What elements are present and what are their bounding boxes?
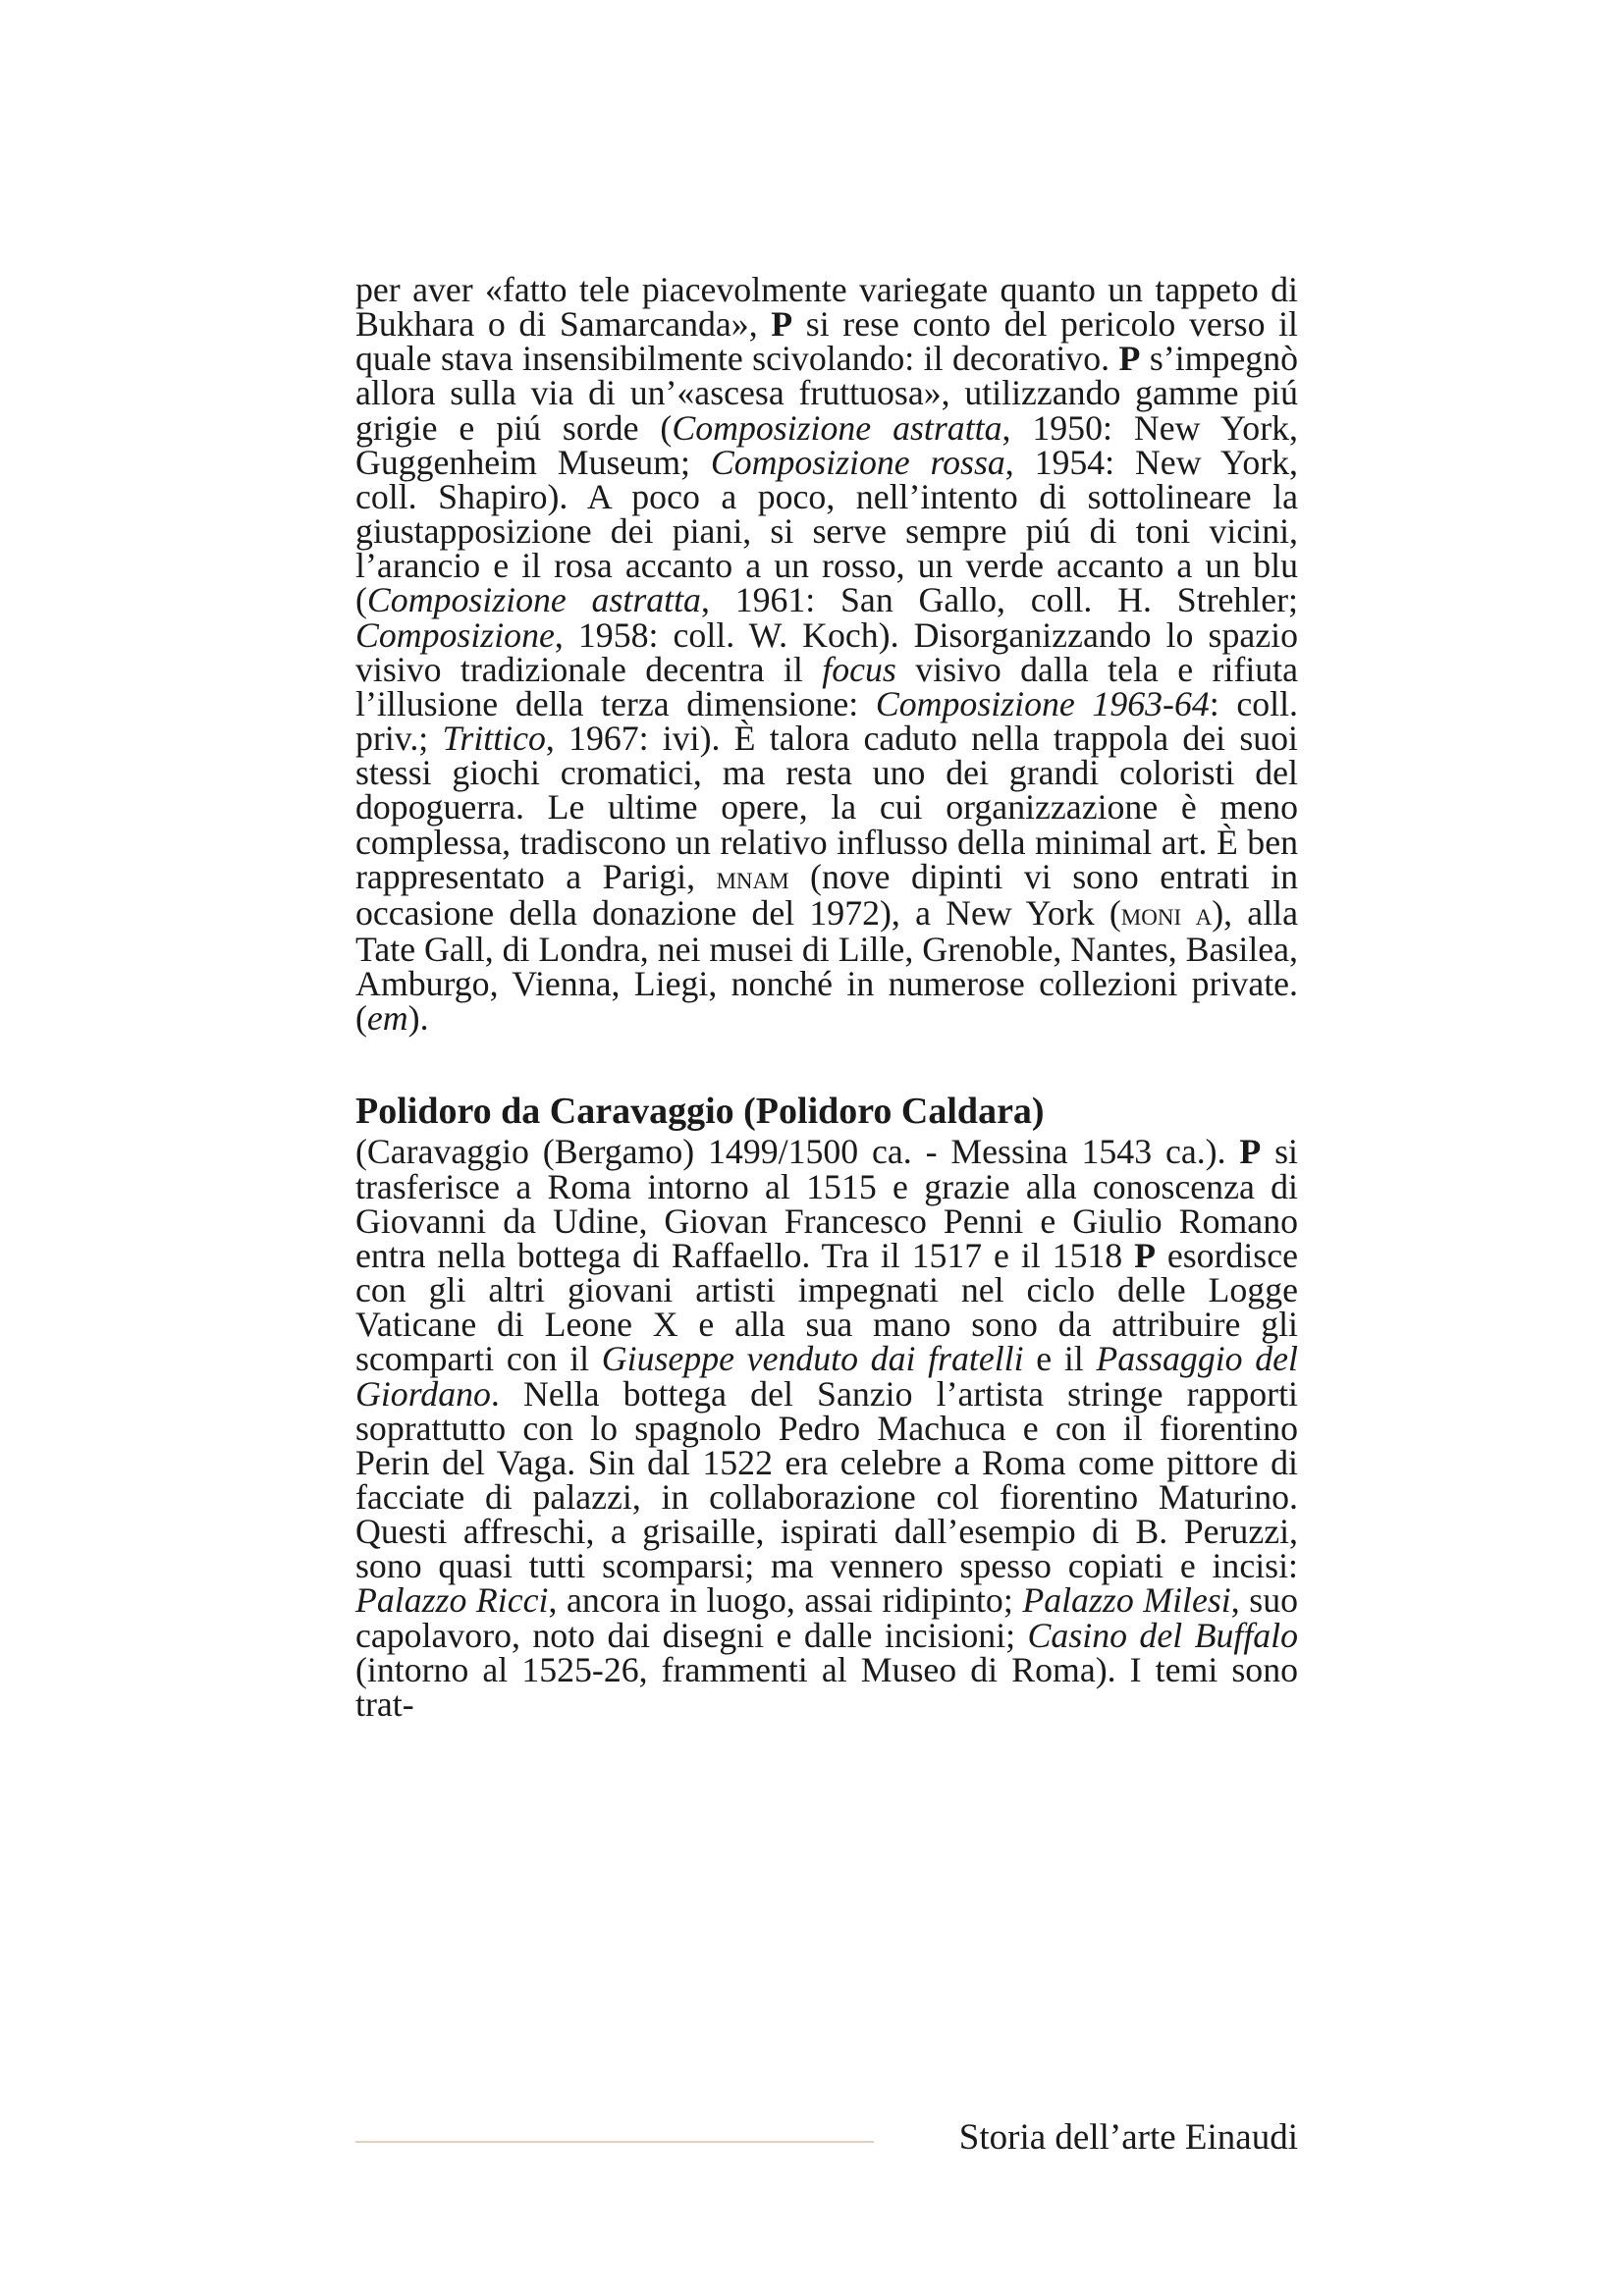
text-run: , 1950: New York, Guggenheim Museum; [355, 407, 1298, 482]
italic-title: Trittico [442, 719, 546, 759]
italic-title: Composizione 1963-64 [875, 683, 1210, 723]
text-run: , ancora in luogo, assai ridipinto; [548, 1580, 1023, 1621]
text-run: , 1967: ivi). È talora caduto nella trappola dei suoi stessi giochi cromatici, ma resta uno dei grandi coloristi del dopoguerra. Le ultime opere, la cui organizzazione è meno complessa, tradiscono un relativo influsso della minimal art. È ben rappresentato a Parigi, [355, 719, 1298, 896]
text-run: , 1954: New York, coll. Shapiro). A poco a poco, nell’intento di sottolineare la giustapposizione dei piani, si serve sempre piú di toni vicini, l’arancio e il rosa accanto a un rosso, un verde accanto a un blu ( [355, 442, 1298, 620]
italic-title: em [366, 998, 408, 1039]
bold-initial: P [771, 304, 793, 345]
entry-heading: Polidoro da Caravaggio (Polidoro Caldara) [355, 1091, 1045, 1133]
text-run: (Caravaggio (Bergamo) 1499/1500 ca. - Messina 1543 ca.). [355, 1132, 1240, 1172]
text-run: visivo dalla tela e rifiuta l’illusione della terza dimensione: [355, 649, 1298, 723]
italic-title: Palazzo Ricci [355, 1580, 549, 1621]
text-run: si rese conto del pericolo verso il quale stava insensibilmente scivolando: il decorativo. [355, 304, 1299, 379]
text-run: , 1961: San Gallo, coll. H. Strehler; [700, 580, 1298, 620]
text-run: . Nella bottega del Sanzio l’artista stringe rapporti soprattutto con lo spagnolo Pedro Machuca e con il fiorentino Perin del Vaga. Sin dal 1522 era celebre a Roma come pittore di facciate di palazzi, in collaborazione col fiorentino Maturino. Questi affreschi, a grisaille, ispirati dall’esempio di B. Peruzzi, sono quasi tutti scomparsi; ma vennero spesso copiati e incisi: [355, 1373, 1298, 1586]
small-caps-abbrev: moni a [1120, 896, 1213, 933]
text-column [355, 270, 1299, 1724]
text-run: ). [407, 998, 429, 1039]
text-run: ), alla Tate Gall, di Londra, nei musei di Lille, Grenoble, Nantes, Basilea, Amburgo, Vienna, Liegi, nonché in numerose collezioni private. ( [355, 892, 1298, 1039]
italic-title: Passaggio del Giordano [355, 1339, 1298, 1414]
text-run: s’impegnò allora sulla via di un’«ascesa fruttuosa», utilizzando gamme piú grigie e piú sorde ( [355, 339, 1298, 448]
italic-title: Composizione astratta [366, 580, 701, 620]
italic-title: Composizione astratta [672, 407, 1002, 448]
text-run: , suo capolavoro, noto dai disegni e dalle incisioni; [355, 1580, 1298, 1655]
text-run: e il [1023, 1339, 1097, 1379]
text-run: , 1958: coll. W. Koch). Disorganizzando lo spazio visivo tradizionale decentra il [355, 614, 1298, 689]
italic-title: Giuseppe venduto dai fratelli [601, 1339, 1024, 1379]
text-run: per aver «fatto tele piacevolmente variegate quanto un tappeto di Bukhara o di Samarcanda», [355, 270, 1298, 345]
text-run: si trasferisce a Roma intorno al 1515 e grazie alla conoscenza di Giovanni da Udine, Giovan Francesco Penni e Giulio Romano entra nella bottega di Raffaello. Tra il 1517 e il 1518 [355, 1132, 1298, 1275]
article-continued-paragraph [355, 270, 1299, 1039]
text-run: esordisce con gli altri giovani artisti impegnati nel ciclo delle Logge Vaticane di Leone X e alla sua mano sono da attribuire gli scomparti con il [355, 1235, 1299, 1379]
italic-title: Casino del Buffalo [1027, 1615, 1299, 1655]
bold-initial: P [1134, 1235, 1156, 1275]
text-run: : coll. priv.; [355, 683, 1298, 759]
footer-rule [355, 2141, 874, 2143]
bold-initial: P [1239, 1132, 1262, 1172]
italic-title: Composizione [355, 614, 555, 655]
small-caps-abbrev: mnam [716, 860, 789, 896]
text-run: (intorno al 1525-26, frammenti al Museo di Roma). I temi sono trat- [355, 1649, 1298, 1724]
italic-title: Palazzo Milesi [1022, 1580, 1231, 1621]
bold-initial: P [1118, 339, 1141, 379]
italic-title: Composizione rossa [710, 442, 1005, 482]
entry-paragraph [355, 1132, 1299, 1724]
text-run: (nove dipinti vi sono entrati in occasione della donazione del 1972), a New York ( [355, 856, 1298, 933]
italic-title: focus [822, 649, 896, 689]
footer-title: Storia dell’arte Einaudi [958, 2117, 1298, 2158]
